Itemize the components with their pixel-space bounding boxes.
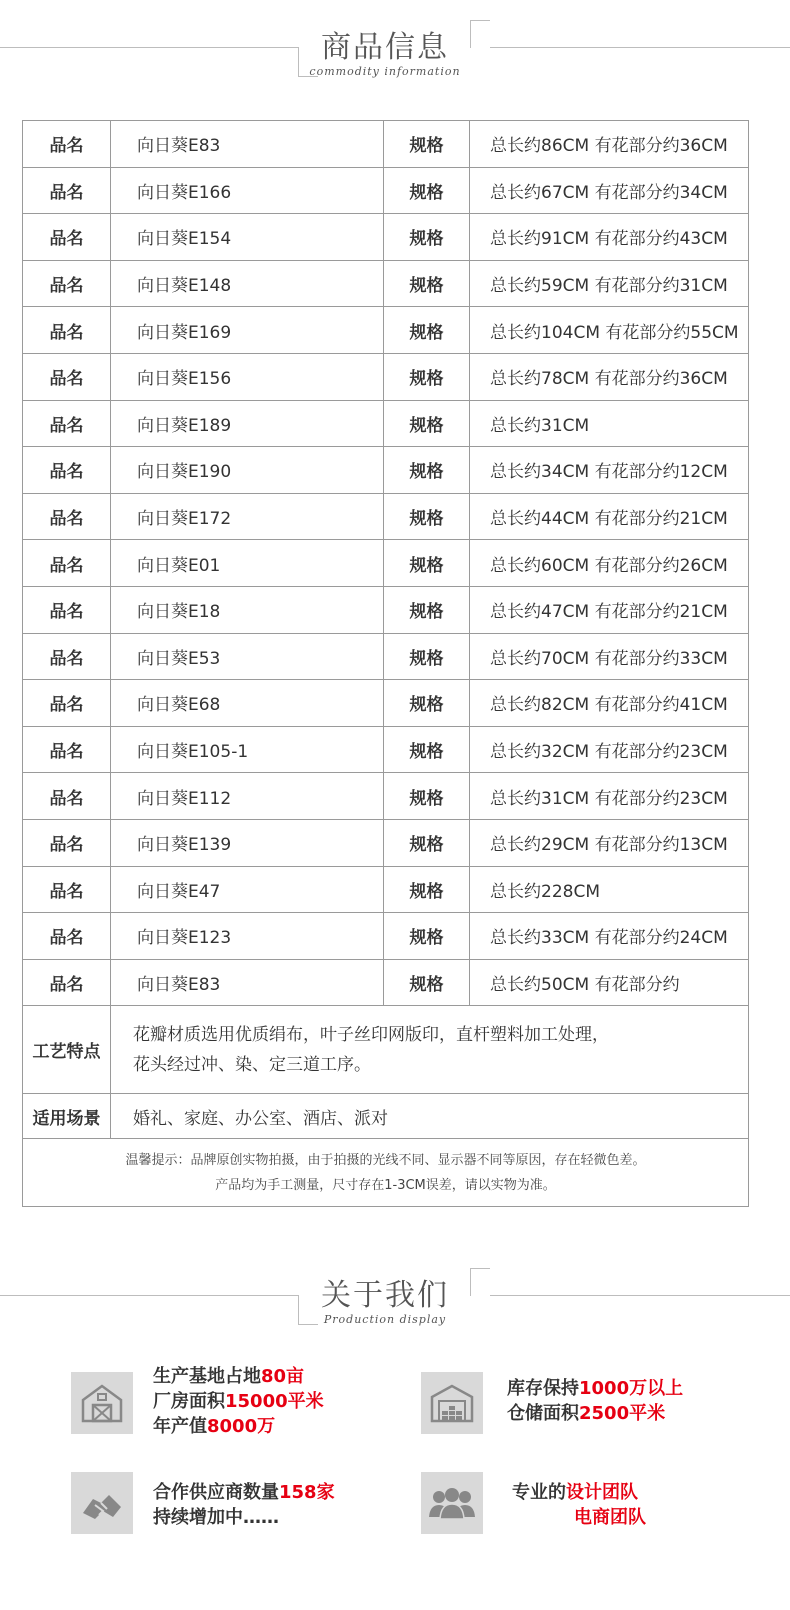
spec-label-cell: 规格 bbox=[384, 307, 470, 354]
table-row bbox=[23, 167, 749, 214]
spec-label-cell: 规格 bbox=[384, 819, 470, 866]
spec-label-cell: 规格 bbox=[384, 167, 470, 214]
team-icon bbox=[421, 1472, 483, 1534]
barn-icon bbox=[71, 1372, 133, 1434]
product-name-cell: 向日葵E148 bbox=[111, 260, 384, 307]
spec-label-cell: 规格 bbox=[384, 726, 470, 773]
table-row bbox=[23, 819, 749, 866]
spec-value-cell: 总长约33CM 有花部分约24CM bbox=[470, 913, 749, 960]
about-us-header bbox=[0, 1248, 790, 1326]
product-name-cell: 向日葵E01 bbox=[111, 540, 384, 587]
spec-value-cell: 总长约78CM 有花部分约36CM bbox=[470, 353, 749, 400]
product-name-cell: 向日葵E123 bbox=[111, 913, 384, 960]
header-bracket-right bbox=[470, 1268, 490, 1296]
notice-line-1: 温馨提示：品牌原创实物拍摄，由于拍摄的光线不同、显示器不同等原因，存在轻微色差。 bbox=[125, 1152, 646, 1168]
name-label-cell: 品名 bbox=[23, 353, 111, 400]
table-row bbox=[23, 493, 749, 540]
spec-value-cell: 总长约67CM 有花部分约34CM bbox=[470, 167, 749, 214]
name-label-cell: 品名 bbox=[23, 121, 111, 168]
product-info-header bbox=[0, 0, 790, 78]
spec-label-cell: 规格 bbox=[384, 353, 470, 400]
name-label-cell: 品名 bbox=[23, 959, 111, 1006]
product-name-cell: 向日葵E83 bbox=[111, 959, 384, 1006]
spec-label-cell: 规格 bbox=[384, 633, 470, 680]
spec-label-cell: 规格 bbox=[384, 400, 470, 447]
name-label-cell: 品名 bbox=[23, 819, 111, 866]
spec-label-cell: 规格 bbox=[384, 260, 470, 307]
spec-value-cell: 总长约82CM 有花部分约41CM bbox=[470, 680, 749, 727]
product-name-cell: 向日葵E190 bbox=[111, 447, 384, 494]
product-name-cell: 向日葵E83 bbox=[111, 121, 384, 168]
header-divider-right bbox=[490, 47, 790, 48]
table-row bbox=[23, 121, 749, 168]
table-row bbox=[23, 586, 749, 633]
table-row bbox=[23, 773, 749, 820]
name-label-cell: 品名 bbox=[23, 493, 111, 540]
table-row bbox=[23, 447, 749, 494]
name-label-cell: 品名 bbox=[23, 307, 111, 354]
spec-label-cell: 规格 bbox=[384, 540, 470, 587]
production-base-text: 生产基地占地80亩 厂房面积15000平米 年产值8000万 bbox=[153, 1366, 324, 1437]
name-label-cell: 品名 bbox=[23, 866, 111, 913]
feature-row bbox=[23, 1006, 749, 1094]
notice-line-2: 产品均为手工测量，尺寸存在1-3CM误差，请以实物为准。 bbox=[215, 1177, 556, 1193]
product-name-cell: 向日葵E166 bbox=[111, 167, 384, 214]
spec-value-cell: 总长约59CM 有花部分约31CM bbox=[470, 260, 749, 307]
spec-value-cell: 总长约86CM 有花部分约36CM bbox=[470, 121, 749, 168]
name-label-cell: 品名 bbox=[23, 680, 111, 727]
spec-label-cell: 规格 bbox=[384, 586, 470, 633]
section-subtitle: Production display bbox=[323, 1313, 447, 1326]
table-row bbox=[23, 680, 749, 727]
team-text: 专业的设计团队 电商团队 bbox=[512, 1482, 646, 1528]
product-name-cell: 向日葵E112 bbox=[111, 773, 384, 820]
spec-value-cell: 总长约228CM bbox=[470, 866, 749, 913]
spec-value-cell: 总长约31CM 有花部分约23CM bbox=[470, 773, 749, 820]
product-name-cell: 向日葵E156 bbox=[111, 353, 384, 400]
name-label-cell: 品名 bbox=[23, 726, 111, 773]
scene-value: 婚礼、家庭、办公室、酒店、派对 bbox=[111, 1094, 749, 1139]
name-label-cell: 品名 bbox=[23, 214, 111, 261]
name-label-cell: 品名 bbox=[23, 540, 111, 587]
table-row bbox=[23, 400, 749, 447]
name-label-cell: 品名 bbox=[23, 167, 111, 214]
name-label-cell: 品名 bbox=[23, 260, 111, 307]
name-label-cell: 品名 bbox=[23, 913, 111, 960]
spec-label-cell: 规格 bbox=[384, 913, 470, 960]
header-bracket-right bbox=[470, 20, 490, 48]
spec-label-cell: 规格 bbox=[384, 959, 470, 1006]
spec-label-cell: 规格 bbox=[384, 866, 470, 913]
header-divider-left bbox=[0, 1295, 298, 1296]
product-name-cell: 向日葵E47 bbox=[111, 866, 384, 913]
table-row bbox=[23, 214, 749, 261]
product-name-cell: 向日葵E53 bbox=[111, 633, 384, 680]
spec-label-cell: 规格 bbox=[384, 493, 470, 540]
section-subtitle: commodity information bbox=[309, 65, 461, 78]
handshake-icon bbox=[71, 1472, 133, 1534]
table-row bbox=[23, 959, 749, 1006]
table-row bbox=[23, 540, 749, 587]
product-name-cell: 向日葵E68 bbox=[111, 680, 384, 727]
table-row bbox=[23, 633, 749, 680]
product-name-cell: 向日葵E154 bbox=[111, 214, 384, 261]
table-row bbox=[23, 260, 749, 307]
spec-label-cell: 规格 bbox=[384, 121, 470, 168]
spec-label-cell: 规格 bbox=[384, 680, 470, 727]
header-divider-right bbox=[490, 1295, 790, 1296]
spec-label-cell: 规格 bbox=[384, 447, 470, 494]
product-name-cell: 向日葵E105-1 bbox=[111, 726, 384, 773]
spec-value-cell: 总长约34CM 有花部分约12CM bbox=[470, 447, 749, 494]
spec-value-cell: 总长约29CM 有花部分约13CM bbox=[470, 819, 749, 866]
feature-value bbox=[111, 1006, 749, 1094]
product-name-cell: 向日葵E18 bbox=[111, 586, 384, 633]
header-divider-left bbox=[0, 47, 298, 48]
table-row bbox=[23, 353, 749, 400]
spec-value-cell: 总长约70CM 有花部分约33CM bbox=[470, 633, 749, 680]
scene-label: 适用场景 bbox=[23, 1094, 111, 1139]
notice-text bbox=[23, 1139, 749, 1207]
feature-label: 工艺特点 bbox=[23, 1006, 111, 1094]
table-row bbox=[23, 307, 749, 354]
scene-row bbox=[23, 1094, 749, 1139]
feature-line-2: 花头经过冲、染、定三道工序。 bbox=[133, 1054, 371, 1075]
name-label-cell: 品名 bbox=[23, 586, 111, 633]
stock-text: 库存保持1000万以上 仓储面积2500平米 bbox=[507, 1378, 684, 1424]
spec-value-cell: 总长约47CM 有花部分约21CM bbox=[470, 586, 749, 633]
name-label-cell: 品名 bbox=[23, 773, 111, 820]
product-name-cell: 向日葵E139 bbox=[111, 819, 384, 866]
spec-value-cell: 总长约104CM 有花部分约55CM bbox=[470, 307, 749, 354]
product-name-cell: 向日葵E169 bbox=[111, 307, 384, 354]
product-name-cell: 向日葵E172 bbox=[111, 493, 384, 540]
section-title: 商品信息 bbox=[321, 30, 449, 65]
spec-label-cell: 规格 bbox=[384, 773, 470, 820]
name-label-cell: 品名 bbox=[23, 447, 111, 494]
spec-value-cell: 总长约44CM 有花部分约21CM bbox=[470, 493, 749, 540]
feature-line-1: 花瓣材质选用优质绢布，叶子丝印网版印，直杆塑料加工处理， bbox=[133, 1024, 609, 1045]
spec-value-cell: 总长约32CM 有花部分约23CM bbox=[470, 726, 749, 773]
spec-value-cell: 总长约31CM bbox=[470, 400, 749, 447]
spec-value-cell: 总长约91CM 有花部分约43CM bbox=[470, 214, 749, 261]
name-label-cell: 品名 bbox=[23, 633, 111, 680]
spec-value-cell: 总长约60CM 有花部分约26CM bbox=[470, 540, 749, 587]
spec-value-cell: 总长约50CM 有花部分约 bbox=[470, 959, 749, 1006]
product-name-cell: 向日葵E189 bbox=[111, 400, 384, 447]
warehouse-icon bbox=[421, 1372, 483, 1434]
table-row bbox=[23, 866, 749, 913]
table-row bbox=[23, 913, 749, 960]
note-row bbox=[23, 1139, 749, 1207]
section-title: 关于我们 bbox=[321, 1278, 449, 1313]
name-label-cell: 品名 bbox=[23, 400, 111, 447]
supplier-text: 合作供应商数量158家 持续增加中…… bbox=[153, 1482, 335, 1528]
table-row bbox=[23, 726, 749, 773]
product-spec-table bbox=[22, 120, 749, 1207]
spec-label-cell: 规格 bbox=[384, 214, 470, 261]
